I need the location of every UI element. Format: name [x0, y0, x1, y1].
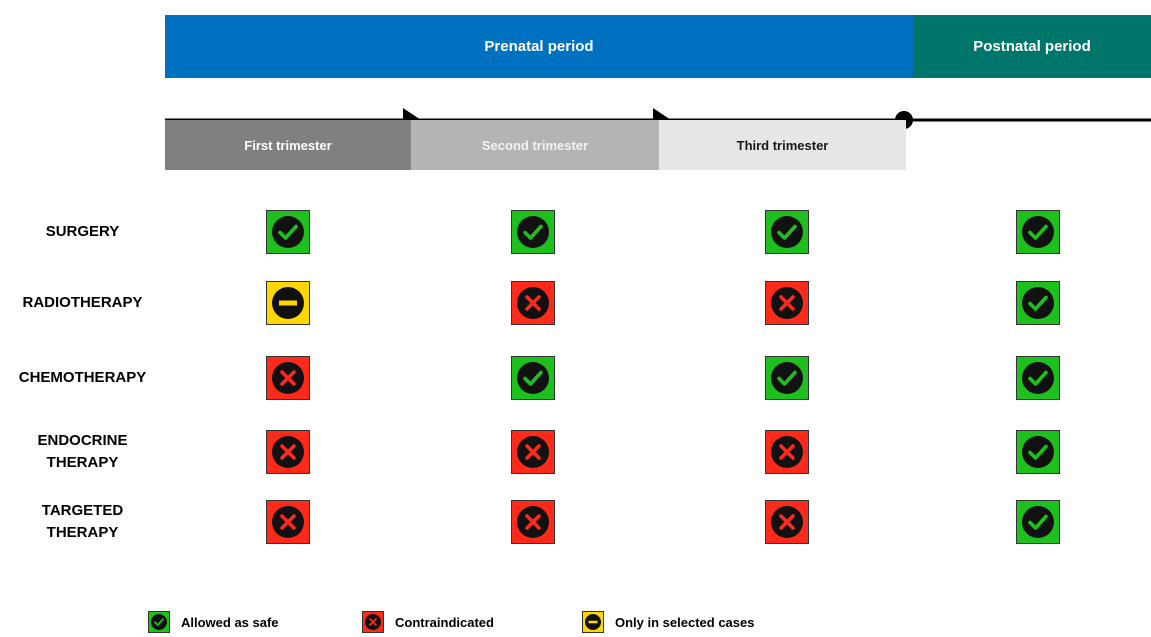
check-icon: [150, 613, 168, 631]
status-cell-contraindicated: [266, 356, 310, 400]
status-cell-contraindicated: [765, 281, 809, 325]
status-cell-contraindicated: [266, 500, 310, 544]
status-cell-safe: [511, 356, 555, 400]
check-icon: [515, 214, 551, 250]
status-cell-safe: [765, 356, 809, 400]
legend-selected: [582, 611, 754, 633]
trimester-label: Second trimester: [481, 137, 589, 153]
prenatal-period-label: Prenatal period: [484, 38, 594, 55]
row-label: ENDOCRINE THERAPY: [37, 432, 128, 471]
status-cell-safe: [1016, 500, 1060, 544]
cross-icon: [515, 285, 551, 321]
status-cell-contraindicated: [511, 430, 555, 474]
third-trimester-header: [659, 120, 906, 170]
trimester-label: Third trimester: [736, 137, 829, 153]
second-trimester-header: [411, 120, 659, 170]
legend-safe: [148, 611, 279, 633]
status-cell-safe: [266, 210, 310, 254]
status-cell-safe: [511, 210, 555, 254]
status-cell-contraindicated: [266, 430, 310, 474]
minus-icon: [270, 285, 306, 321]
status-cell-contraindicated: [511, 500, 555, 544]
check-icon: [270, 214, 306, 250]
check-icon: [1020, 504, 1056, 540]
status-cell-contraindicated: [511, 281, 555, 325]
status-cell-safe: [1016, 356, 1060, 400]
check-icon: [1020, 214, 1056, 250]
cross-icon: [769, 434, 805, 470]
status-cell-contraindicated: [765, 500, 809, 544]
legend-selected-box: [582, 611, 604, 633]
check-icon: [769, 214, 805, 250]
first-trimester-header: [165, 120, 411, 170]
row-label: CHEMOTHERAPY: [18, 369, 147, 386]
minus-icon: [584, 613, 602, 631]
cross-icon: [364, 613, 382, 631]
legend-safe-label: Allowed as safe: [181, 614, 279, 630]
cross-icon: [515, 504, 551, 540]
status-cell-safe: [1016, 210, 1060, 254]
timeline: [0, 0, 1151, 130]
row-label: SURGERY: [45, 223, 120, 240]
cross-icon: [270, 360, 306, 396]
postnatal-period-label: Postnatal period: [973, 38, 1091, 55]
legend-safe-box: [148, 611, 170, 633]
status-cell-contraindicated: [765, 430, 809, 474]
check-icon: [1020, 285, 1056, 321]
status-cell-safe: [1016, 430, 1060, 474]
check-icon: [1020, 360, 1056, 396]
cross-icon: [515, 434, 551, 470]
row-label: RADIOTHERAPY: [22, 294, 143, 311]
status-cell-safe: [1016, 281, 1060, 325]
trimester-label: First trimester: [244, 137, 332, 153]
legend-contraindicated-box: [362, 611, 384, 633]
legend-selected-label: Only in selected cases: [615, 614, 755, 630]
status-cell-safe: [765, 210, 809, 254]
cross-icon: [270, 504, 306, 540]
cross-icon: [769, 504, 805, 540]
cross-icon: [769, 285, 805, 321]
row-label: TARGETED THERAPY: [41, 502, 124, 541]
check-icon: [1020, 434, 1056, 470]
legend-contraindicated: [362, 611, 494, 633]
check-icon: [769, 360, 805, 396]
legend-contraindicated-label: Contraindicated: [395, 614, 494, 630]
check-icon: [515, 360, 551, 396]
status-cell-selected: [266, 281, 310, 325]
cross-icon: [270, 434, 306, 470]
